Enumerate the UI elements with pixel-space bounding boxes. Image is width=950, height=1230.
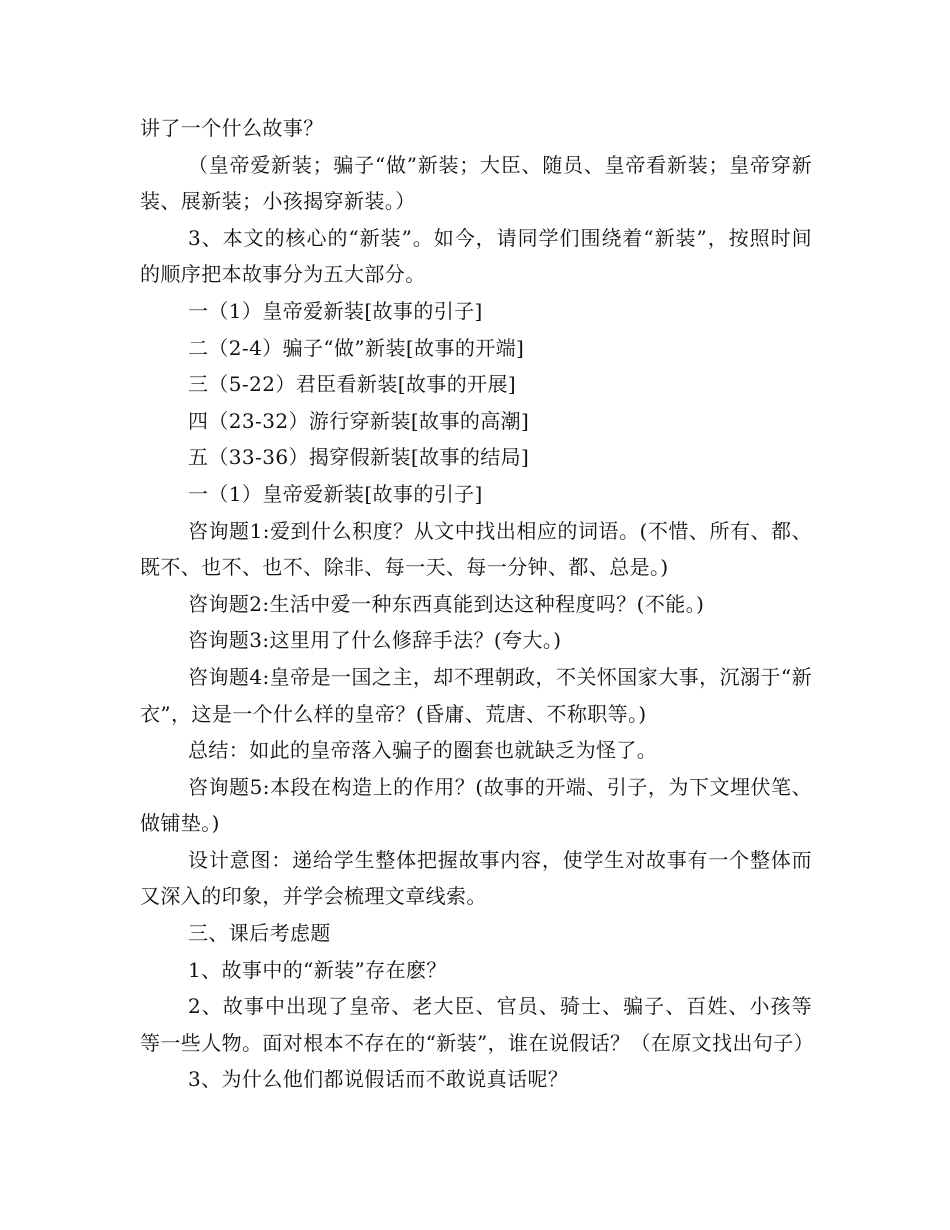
paragraph-5: 二（2-4）骗子“做”新装[故事的开端] — [188, 335, 525, 360]
paragraph-16: 设计意图：递给学生整体把握故事内容，使学生对故事有一个整体而又深入的印象，并学会梳理文章线索。 — [140, 847, 812, 909]
paragraph-17: 三、课后考虑题 — [188, 921, 331, 946]
paragraph-18: 1、故事中的“新装”存在麽？ — [188, 957, 447, 982]
paragraph-1: 讲了一个什么故事？ — [140, 116, 324, 140]
paragraph-14: 总结：如此的皇帝落入骗子的圈套也就缺乏为怪了。 — [188, 738, 658, 763]
paragraph-11: 咨询题2:生活中爱一种东西真能到达这种程度吗？(不能。) — [188, 591, 705, 616]
paragraph-15: 咨询题5:本段在构造上的作用？(故事的开端、引子，为下文埋伏笔、做铺垫。) — [140, 774, 812, 836]
paragraph-19: 2、故事中出现了皇帝、老大臣、官员、骑士、骗子、百姓、小孩等等一些人物。面对根本不存在的“新装”，谁在说假话？（在原文找出句子） — [140, 994, 815, 1055]
paragraph-20: 3、为什么他们都说假话而不敢说真话呢？ — [188, 1067, 569, 1092]
paragraph-10: 咨询题1:爱到什么积度？从文中找出相应的词语。(不惜、所有、都、既不、也不、也不、除非、每一天、每一分钟、都、总是。) — [140, 518, 812, 580]
paragraph-4: 一（1）皇帝爱新装[故事的引子] — [188, 298, 483, 323]
paragraph-3: 3、本文的核心的“新装”。如今，请同学们围绕着“新装”，按照时间的顺序把本故事分为五大部分。 — [140, 225, 812, 287]
document-body — [140, 110, 815, 1098]
paragraph-7: 四（23-32）游行穿新装[故事的高潮] — [188, 408, 530, 433]
paragraph-8: 五（33-36）揭穿假新装[故事的结局] — [188, 445, 530, 470]
paragraph-9: 一（1）皇帝爱新装[故事的引子] — [188, 481, 483, 506]
paragraph-13: 咨询题4:皇帝是一国之主，却不理朝政，不关怀国家大事，沉溺于“新衣”，这是一个什么样的皇帝？(昏庸、荒唐、不称职等。) — [140, 664, 812, 726]
paragraph-12: 咨询题3:这里用了什么修辞手法？(夸大。) — [188, 628, 562, 653]
paragraph-2: （皇帝爱新装；骗子“做”新装；大臣、随员、皇帝看新装；皇帝穿新装、展新装；小孩揭穿新装。） — [140, 152, 812, 214]
paragraph-6: 三（5-22）君臣看新装[故事的开展] — [188, 372, 517, 397]
